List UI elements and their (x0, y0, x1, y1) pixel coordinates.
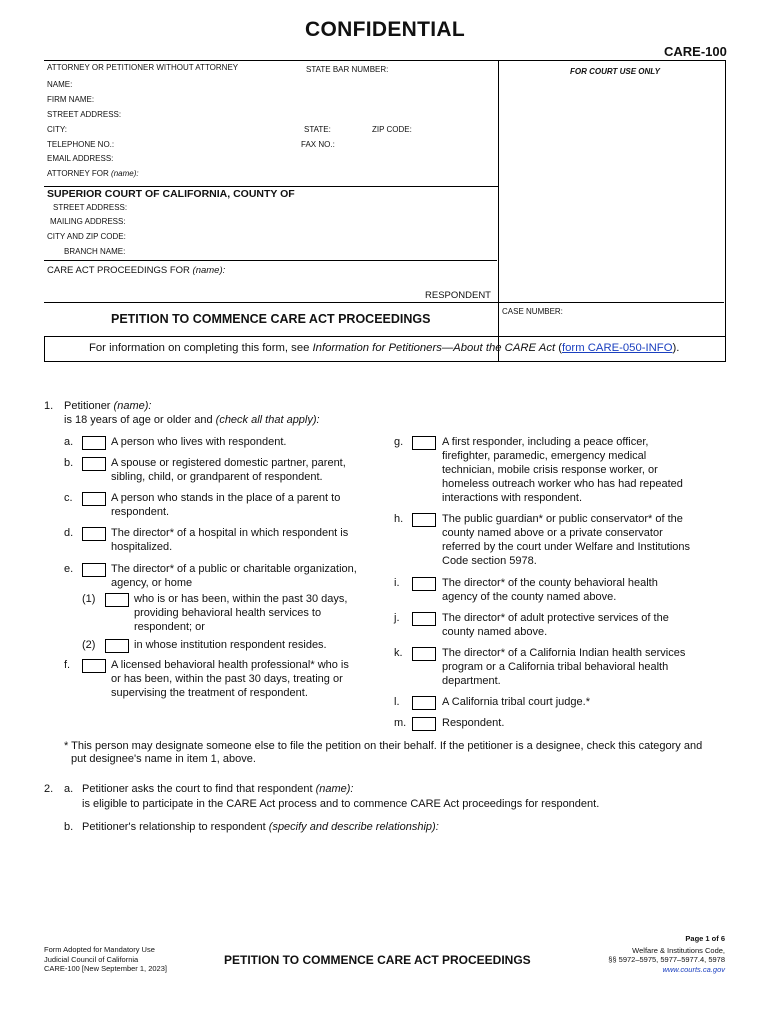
option-d-checkbox[interactable] (82, 527, 106, 541)
item2b-letter: b. (64, 821, 74, 833)
option-b-letter: b. (64, 457, 74, 469)
option-k-checkbox[interactable] (412, 647, 436, 661)
sub-e-1-checkbox[interactable] (105, 593, 129, 607)
zip-label: ZIP CODE: (372, 125, 412, 134)
page-number: Page 1 of 6 (685, 934, 725, 943)
attorney-title: ATTORNEY OR PETITIONER WITHOUT ATTORNEY (47, 63, 239, 72)
option-m-text: Respondent. (442, 717, 505, 729)
option-i-text: agency of the county named above. (442, 591, 617, 603)
option-b-checkbox[interactable] (82, 457, 106, 471)
option-g-text: homeless outreach worker who has had repeated (442, 478, 683, 490)
option-e-text: agency, or home (111, 577, 193, 589)
option-f-letter: f. (64, 659, 71, 671)
option-j-letter: j. (394, 612, 400, 624)
option-m-checkbox[interactable] (412, 717, 436, 731)
option-g-text: interactions with respondent. (442, 492, 583, 504)
option-i-checkbox[interactable] (412, 577, 436, 591)
option-f-text: A licensed behavioral health professional* who is (111, 659, 349, 671)
courts-website-link[interactable]: www.courts.ca.gov (662, 964, 725, 974)
confidential-header: CONFIDENTIAL (305, 18, 465, 41)
option-a-checkbox[interactable] (82, 436, 106, 450)
info-line: For information on completing this form, see Information for Petitioners—About the CARE Act (form CARE-050-INFO). (89, 342, 680, 354)
sub-e-2-checkbox[interactable] (105, 639, 129, 653)
item1-line2: is 18 years of age or older and (check all that apply): (64, 414, 320, 426)
name-label: NAME: (47, 80, 73, 89)
footer-title: PETITION TO COMMENCE CARE ACT PROCEEDINGS (224, 953, 531, 967)
telephone-label: TELEPHONE NO.: (47, 140, 115, 149)
form-title: PETITION TO COMMENCE CARE ACT PROCEEDINGS (111, 312, 431, 326)
option-h-letter: h. (394, 513, 404, 525)
attorney-box (44, 60, 498, 187)
state-bar-label: STATE BAR NUMBER: (306, 65, 389, 74)
option-g-text: firefighter, paramedic, emergency medical (442, 450, 647, 462)
sub-e-1-text: providing behavioral health services to (134, 607, 322, 619)
option-k-text: The director* of a California Indian health services (442, 647, 686, 659)
option-d-text: The director* of a hospital in which respondent is (111, 527, 349, 539)
option-g-letter: g. (394, 436, 404, 448)
option-g-text: A first responder, including a peace officer, (442, 436, 649, 448)
state-label: STATE: (304, 125, 331, 134)
item1-label: Petitioner (name): (64, 400, 152, 412)
option-f-text: supervising the treatment of respondent. (111, 687, 308, 699)
option-k-text: department. (442, 675, 501, 687)
sub-e-2-number: (2) (82, 639, 96, 651)
option-g-text: technician, mobile crisis response worker, or (442, 464, 658, 476)
item2a-text: Petitioner asks the court to find that respondent (name): (82, 783, 354, 795)
attorney-for-label: ATTORNEY FOR (name): (47, 169, 139, 178)
option-i-letter: i. (394, 577, 400, 589)
fax-label: FAX NO.: (301, 140, 335, 149)
option-e-checkbox[interactable] (82, 563, 106, 577)
court-branch-label: BRANCH NAME: (64, 247, 126, 256)
option-f-checkbox[interactable] (82, 659, 106, 673)
option-c-checkbox[interactable] (82, 492, 106, 506)
footer-right: Page 1 of 6 Welfare & Institutions Code, §§ 5972–5975, 5977–5977.4, 5978 www.courts.ca.gov (608, 934, 725, 974)
option-h-text: Code section 5978. (442, 555, 537, 567)
option-h-checkbox[interactable] (412, 513, 436, 527)
street-label: STREET ADDRESS: (47, 110, 122, 119)
footer-left: Form Adopted for Mandatory Use Judicial Council of California CARE-100 [New September 1, 2023] (44, 945, 167, 973)
option-a-letter: a. (64, 436, 74, 448)
option-g-checkbox[interactable] (412, 436, 436, 450)
option-i-text: The director* of the county behavioral health (442, 577, 658, 589)
item2b-text: Petitioner's relationship to respondent (specify and describe relationship): (82, 821, 439, 833)
firm-label: FIRM NAME: (47, 95, 95, 104)
item2a-line2: is eligible to participate in the CARE Act process and to commence CARE Act proceedings for respondent. (82, 798, 600, 810)
option-d-letter: d. (64, 527, 74, 539)
option-h-text: referred by the court under Welfare and Institutions (442, 541, 691, 553)
option-j-text: county named above. (442, 626, 548, 638)
court-cityzip-label: CITY AND ZIP CODE: (47, 232, 126, 241)
court-mailing-label: MAILING ADDRESS: (50, 217, 126, 226)
respondent-label: RESPONDENT (425, 290, 491, 301)
option-j-text: The director* of adult protective services of the (442, 612, 669, 624)
option-e-text: The director* of a public or charitable organization, (111, 563, 357, 575)
option-k-letter: k. (394, 647, 403, 659)
option-k-text: program or a California tribal behavioral health (442, 661, 669, 673)
court-use-label: FOR COURT USE ONLY (570, 67, 660, 76)
option-j-checkbox[interactable] (412, 612, 436, 626)
email-label: EMAIL ADDRESS: (47, 154, 114, 163)
option-l-checkbox[interactable] (412, 696, 436, 710)
sub-e-2-text: in whose institution respondent resides. (134, 639, 327, 651)
footnote-line1: * This person may designate someone else to file the petition on their behalf. If the petitioner is a designee, check this category and (64, 740, 703, 752)
option-c-text: A person who stands in the place of a parent to (111, 492, 341, 504)
option-b-text: A spouse or registered domestic partner, parent, (111, 457, 346, 469)
item2-number: 2. (44, 783, 54, 795)
sub-e-1-text: who is or has been, within the past 30 days, (134, 593, 348, 605)
option-l-letter: l. (394, 696, 400, 708)
case-number-divider (498, 302, 499, 336)
option-f-text: or has been, within the past 30 days, treating or (111, 673, 343, 685)
item1-number: 1. (44, 400, 54, 412)
court-title: SUPERIOR COURT OF CALIFORNIA, COUNTY OF (47, 188, 295, 200)
form-number: CARE-100 (664, 44, 727, 59)
option-a-text: A person who lives with respondent. (111, 436, 287, 448)
option-d-text: hospitalized. (111, 541, 173, 553)
option-e-letter: e. (64, 563, 74, 575)
option-c-text: respondent. (111, 506, 170, 518)
option-m-letter: m. (394, 717, 407, 729)
option-c-letter: c. (64, 492, 73, 504)
footnote-line2: put designee's name in item 1, above. (71, 753, 256, 765)
option-l-text: A California tribal court judge.* (442, 696, 590, 708)
city-label: CITY: (47, 125, 68, 134)
care-050-info-link[interactable]: form CARE-050-INFO (562, 342, 673, 354)
option-h-text: The public guardian* or public conservator* of the (442, 513, 683, 525)
court-street-label: STREET ADDRESS: (53, 203, 128, 212)
sub-e-1-number: (1) (82, 593, 96, 605)
option-h-text: county named above or a private conservator (442, 527, 663, 539)
item2a-letter: a. (64, 783, 74, 795)
proceedings-label: CARE ACT PROCEEDINGS FOR (name): (47, 265, 226, 276)
sub-e-1-text: respondent; or (134, 621, 205, 633)
case-number-label: CASE NUMBER: (502, 307, 563, 316)
option-b-text: sibling, child, or grandparent of respondent. (111, 471, 323, 483)
